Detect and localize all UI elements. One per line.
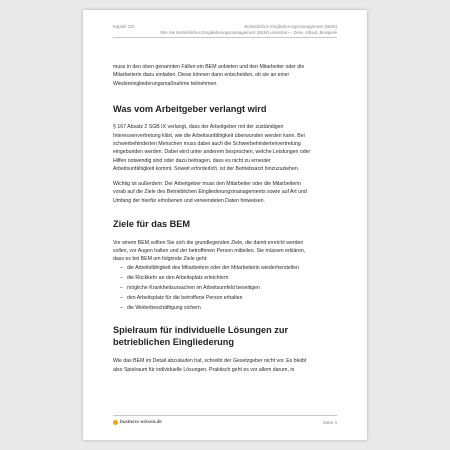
intro-paragraph: muss in den oben genannten Fällen ein BEM anbieten und den Mitarbeiter oder die Mitarbeiterin dazu einladen. Diese können dann entscheiden, ob sie an einer Wiedereingliederungsmaßnahme teilnehmen. [113, 64, 305, 87]
list-item: – die Weiterbeschäftigung sichern [120, 305, 201, 312]
list-item: – die Arbeitsfähigkeit des Mitarbeiters oder der Mitarbeiterin wiederherstellen [120, 265, 299, 272]
heading-ziele: Ziele für das BEM [113, 219, 191, 230]
list-item: – den Arbeitsplatz für die betroffene Person erhalten [120, 295, 243, 302]
orange-dot-icon [113, 420, 118, 425]
bullet-dash: – [120, 285, 123, 292]
goals-list [113, 263, 337, 313]
header-divider [113, 37, 337, 38]
bullet-dash: – [120, 295, 123, 302]
bullet-dash: – [120, 275, 123, 282]
bullet-dash: – [120, 305, 123, 312]
list-item: – mögliche Krankheitsursachen im Arbeitsumfeld beseitigen [120, 285, 260, 292]
list-item: – die Rückkehr an den Arbeitsplatz erleichtern [120, 275, 229, 282]
page-footer [113, 419, 337, 425]
document-body [113, 63, 337, 374]
header-chapter: Kapitel 220 [113, 24, 135, 29]
page-number: Seite 4 [322, 419, 337, 425]
footer-brand-text: business-wissen.de [120, 419, 162, 425]
heading-arbeitgeber: Was vom Arbeitgeber verlangt wird [113, 103, 267, 114]
footer-divider [113, 415, 337, 416]
arbeitgeber-paragraph-2: Wichtig ist außerdem: Der Arbeitgeber muss den Mitarbeiter oder die Mitarbeiterin vorab auf die Ziele des Betrieblichen Eingliederungsmanagements sowie auf Art und Umfang der hierfür erhobenen und verwendeten Daten hinweisen. [113, 181, 307, 204]
footer-brand[interactable] [113, 419, 162, 425]
heading-spielraum: Spielraum für individuelle Lösungen zur betrieblichen Eingliederung [113, 325, 289, 347]
bullet-dash: – [120, 265, 123, 272]
spielraum-paragraph: Wie das BEM im Detail abzulaufen hat, schreibt der Gesetzgeber nicht vor. Es bleibt also Spielraum für individuelle Lösungen. Praktisch geht es vor allem darum, in [113, 358, 307, 373]
arbeitgeber-paragraph-1: § 167 Absatz 2 SGB IX verlangt, dass der Arbeitgeber mit der zuständigen Interessenvertretung klärt, wie die Arbeitsunfähigkeit überwunden werden kann. Bei schwerbehinderten Menschen muss dabei auch die Schwerbehindertenvertretung eingebunden werden. Dabei wird unter anderem besprochen, welche Leistungen oder Hilfen notwendig sind oder dazu beitragen, dass es nicht zu erneuter Arbeitsunfähigkeit kommt. Soweit erforderlich, ist der Betriebsarzt hinzuzuziehen. [113, 124, 311, 172]
page-header [113, 24, 337, 35]
ziele-paragraph: Vor einem BEM sollten Sie sich die grundlegenden Ziele, die damit erreicht werden sollen, vor Augen halten und der betroffenen Person mitteilen. Sie müssen erklären, dass es bei BEM um folgende Ziele geht: [113, 239, 306, 263]
header-title: Betriebliches Eingliederungsmanagement (BEM) [244, 24, 337, 29]
header-subtitle: Wie Sie Betriebliches Eingliederungsmanagement (BEM) umsetzen – Ziele, Ablauf, Beispiele [160, 29, 337, 35]
document-page [83, 10, 367, 440]
